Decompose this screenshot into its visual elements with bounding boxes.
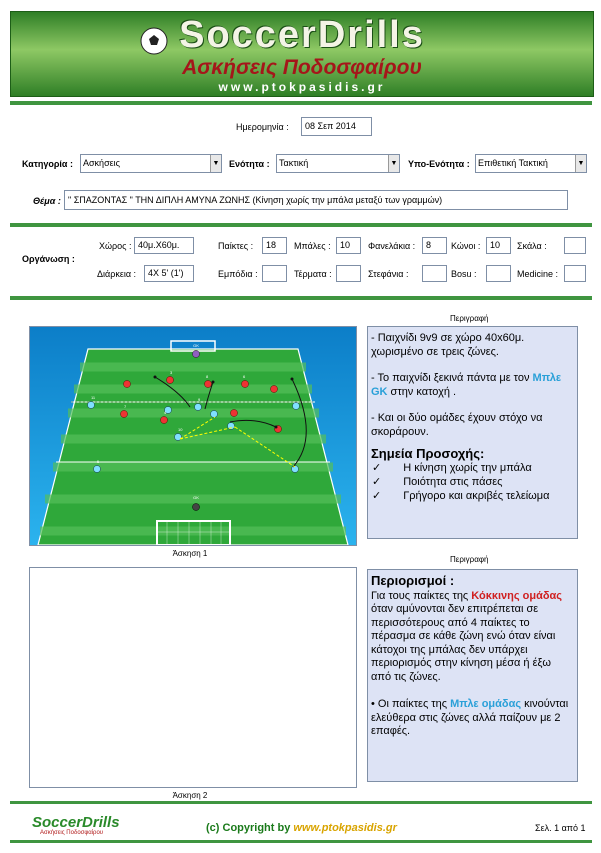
medicine-label: Medicine : xyxy=(517,269,559,279)
divider xyxy=(10,101,592,105)
drill1-paragraph-2 xyxy=(371,371,574,399)
checkmark-icon: ✓ xyxy=(372,462,382,474)
category-label: Κατηγορία : xyxy=(22,159,73,169)
shirt-number: 3 xyxy=(170,370,173,375)
subunit-select[interactable] xyxy=(475,154,587,173)
shirt-number: 11 xyxy=(91,395,96,400)
drill1-caption: Άσκηση 1 xyxy=(172,549,208,558)
hoops-field[interactable] xyxy=(422,265,447,282)
drill2-title: Περιορισμοί : xyxy=(371,573,455,588)
drill1-paragraph-2-post: στην κατοχή . xyxy=(387,386,457,398)
drill2-rule-2-post: κινούνται ελεύθερα στις ζώνες αλλά παίζουν με 2 επαφές. xyxy=(371,698,569,737)
highlight-blue-team: Μπλε ομάδας xyxy=(450,698,522,710)
unit-select[interactable] xyxy=(276,154,400,173)
chevron-down-icon[interactable]: ▼ xyxy=(388,155,399,172)
highlight-blue-gk: Μπλε GK xyxy=(371,372,562,398)
divider xyxy=(10,296,592,300)
players-field[interactable]: 18 xyxy=(262,237,287,254)
duration-label: Διάρκεια : xyxy=(97,269,137,279)
obstacles-label: Εμπόδια : xyxy=(218,269,258,279)
subunit-label: Υπο-Ενότητα : xyxy=(408,159,470,169)
site-logo-subtitle: Ασκήσεις Ποδοσφαίρου xyxy=(182,56,422,79)
drill2-description xyxy=(367,569,578,782)
unit-label: Ενότητα : xyxy=(229,159,270,169)
point-text: Ποιότητα στις πάσες xyxy=(403,476,503,488)
footer-copyright xyxy=(206,822,397,834)
balls-field[interactable]: 10 xyxy=(336,237,361,254)
drill1-paragraph-3: - Και οι δύο ομάδες έχουν στόχο να σκοράρουν. xyxy=(371,412,543,438)
soccer-ball-icon xyxy=(139,26,169,56)
drill2-rule-1 xyxy=(371,590,574,685)
shirt-number: 6 xyxy=(243,374,246,379)
gk-top-label: GK xyxy=(193,343,199,348)
chevron-down-icon[interactable]: ▼ xyxy=(210,155,221,172)
shirt-number: 2 xyxy=(295,459,298,464)
topic-label: Θέμα : xyxy=(33,196,61,206)
players-label: Παίκτες : xyxy=(218,241,254,251)
shirt-number: 5 xyxy=(97,459,100,464)
shirt-number: 7 xyxy=(124,404,127,409)
shirt-number: 8 xyxy=(206,374,209,379)
drill2-description-label: Περιγραφή xyxy=(450,555,489,564)
cones-label: Κώνοι : xyxy=(451,241,481,251)
divider xyxy=(10,223,592,227)
bibs-label: Φανελάκια : xyxy=(368,241,416,251)
site-logo-title: SoccerDrills xyxy=(179,14,425,56)
footer-logo-title: SoccerDrills xyxy=(32,814,120,831)
list-item xyxy=(372,475,574,489)
hoops-label: Στεφάνια : xyxy=(368,269,409,279)
chevron-down-icon[interactable]: ▼ xyxy=(575,155,586,172)
page-number: Σελ. 1 από 1 xyxy=(535,823,586,833)
drill2-diagram xyxy=(29,567,357,788)
gk-bottom-label: GK xyxy=(193,495,199,500)
list-item xyxy=(372,489,574,503)
divider xyxy=(10,840,592,843)
list-item xyxy=(372,461,574,475)
medicine-field[interactable] xyxy=(564,265,586,282)
goals-label: Τέρματα : xyxy=(294,269,332,279)
goals-field[interactable] xyxy=(336,265,361,282)
drill2-caption: Άσκηση 2 xyxy=(172,791,208,800)
drill1-points-title: Σημεία Προσοχής: xyxy=(371,446,485,461)
obstacles-field[interactable] xyxy=(262,265,287,282)
point-text: Η κίνηση χωρίς την μπάλα xyxy=(403,462,532,474)
cones-field[interactable]: 10 xyxy=(486,237,511,254)
date-field[interactable]: 08 Σεπ 2014 xyxy=(301,117,372,136)
bibs-field[interactable]: 8 xyxy=(422,237,447,254)
shirt-number: 9 xyxy=(198,397,201,402)
divider xyxy=(10,801,592,804)
checkmark-icon: ✓ xyxy=(372,476,382,488)
space-field[interactable]: 40μ.Χ60μ. xyxy=(134,237,194,254)
date-label: Ημερομηνία : xyxy=(236,122,289,132)
site-url: www.ptokpasidis.gr xyxy=(218,80,386,94)
drill2-rule-1-pre: Για τους παίκτες της xyxy=(371,589,472,602)
drill2-rule-2 xyxy=(371,698,574,739)
drill1-description-label: Περιγραφή xyxy=(450,314,489,323)
balls-label: Μπάλες : xyxy=(294,241,331,251)
organization-label: Οργάνωση : xyxy=(22,254,75,264)
category-select[interactable] xyxy=(80,154,222,173)
drill2-rule-2-pre: • Οι παίκτες της xyxy=(371,698,451,710)
copyright-text: (c) Copyright by xyxy=(206,822,294,834)
duration-field[interactable]: 4X 5' (1') xyxy=(144,265,194,282)
bosu-field[interactable] xyxy=(486,265,511,282)
shirt-number: 4 xyxy=(164,410,167,415)
drill1-diagram xyxy=(29,326,357,546)
checkmark-icon: ✓ xyxy=(372,490,382,502)
drill1-paragraph-2-pre: - Το παιχνίδι ξεκινά πάντα με τον xyxy=(371,372,533,384)
drill2-rule-1-post: όταν αμύνονται δεν επιτρέπεται σε περισσότερους από 4 παίκτες το πέρασμα σε κάθε ζώνη ενώ όταν είναι κάτοχοι της μπάλας δεν υπάρχει περιορισμός στην κίνηση μέσα ή έξω από τις ζώνες. xyxy=(371,603,556,683)
footer-logo-subtitle: Ασκήσεις Ποδοσφαίρου xyxy=(40,830,104,836)
highlight-red-team: Κόκκινης ομάδας xyxy=(471,589,563,602)
header-banner xyxy=(10,11,594,97)
unit-value: Τακτική xyxy=(279,158,309,168)
copyright-link[interactable]: www.ptokpasidis.gr xyxy=(293,822,397,834)
ladder-label: Σκάλα : xyxy=(517,241,547,251)
point-text: Γρήγορο και ακριβές τελείωμα xyxy=(403,490,550,502)
subunit-value: Επιθετική Τακτική xyxy=(478,158,548,168)
space-label: Χώρος : xyxy=(99,241,132,251)
ladder-field[interactable] xyxy=(564,237,586,254)
category-value: Ασκήσεις xyxy=(83,158,120,168)
shirt-number: 10 xyxy=(178,427,183,432)
bosu-label: Bosu : xyxy=(451,269,477,279)
soccer-field-diagram xyxy=(30,327,356,545)
topic-field[interactable]: " ΣΠΑΖΟΝΤΑΣ " ΤΗΝ ΔΙΠΛΗ ΑΜΥΝΑ ΖΩΝΗΣ (Κίνηση χωρίς την μπάλα μεταξύ των γραμμών) xyxy=(64,190,568,210)
drill1-paragraph-1: - Παιχνίδι 9v9 σε χώρο 40x60μ. χωρισμένο σε τρεις ζώνες. xyxy=(371,332,525,358)
drill1-description xyxy=(367,326,578,539)
